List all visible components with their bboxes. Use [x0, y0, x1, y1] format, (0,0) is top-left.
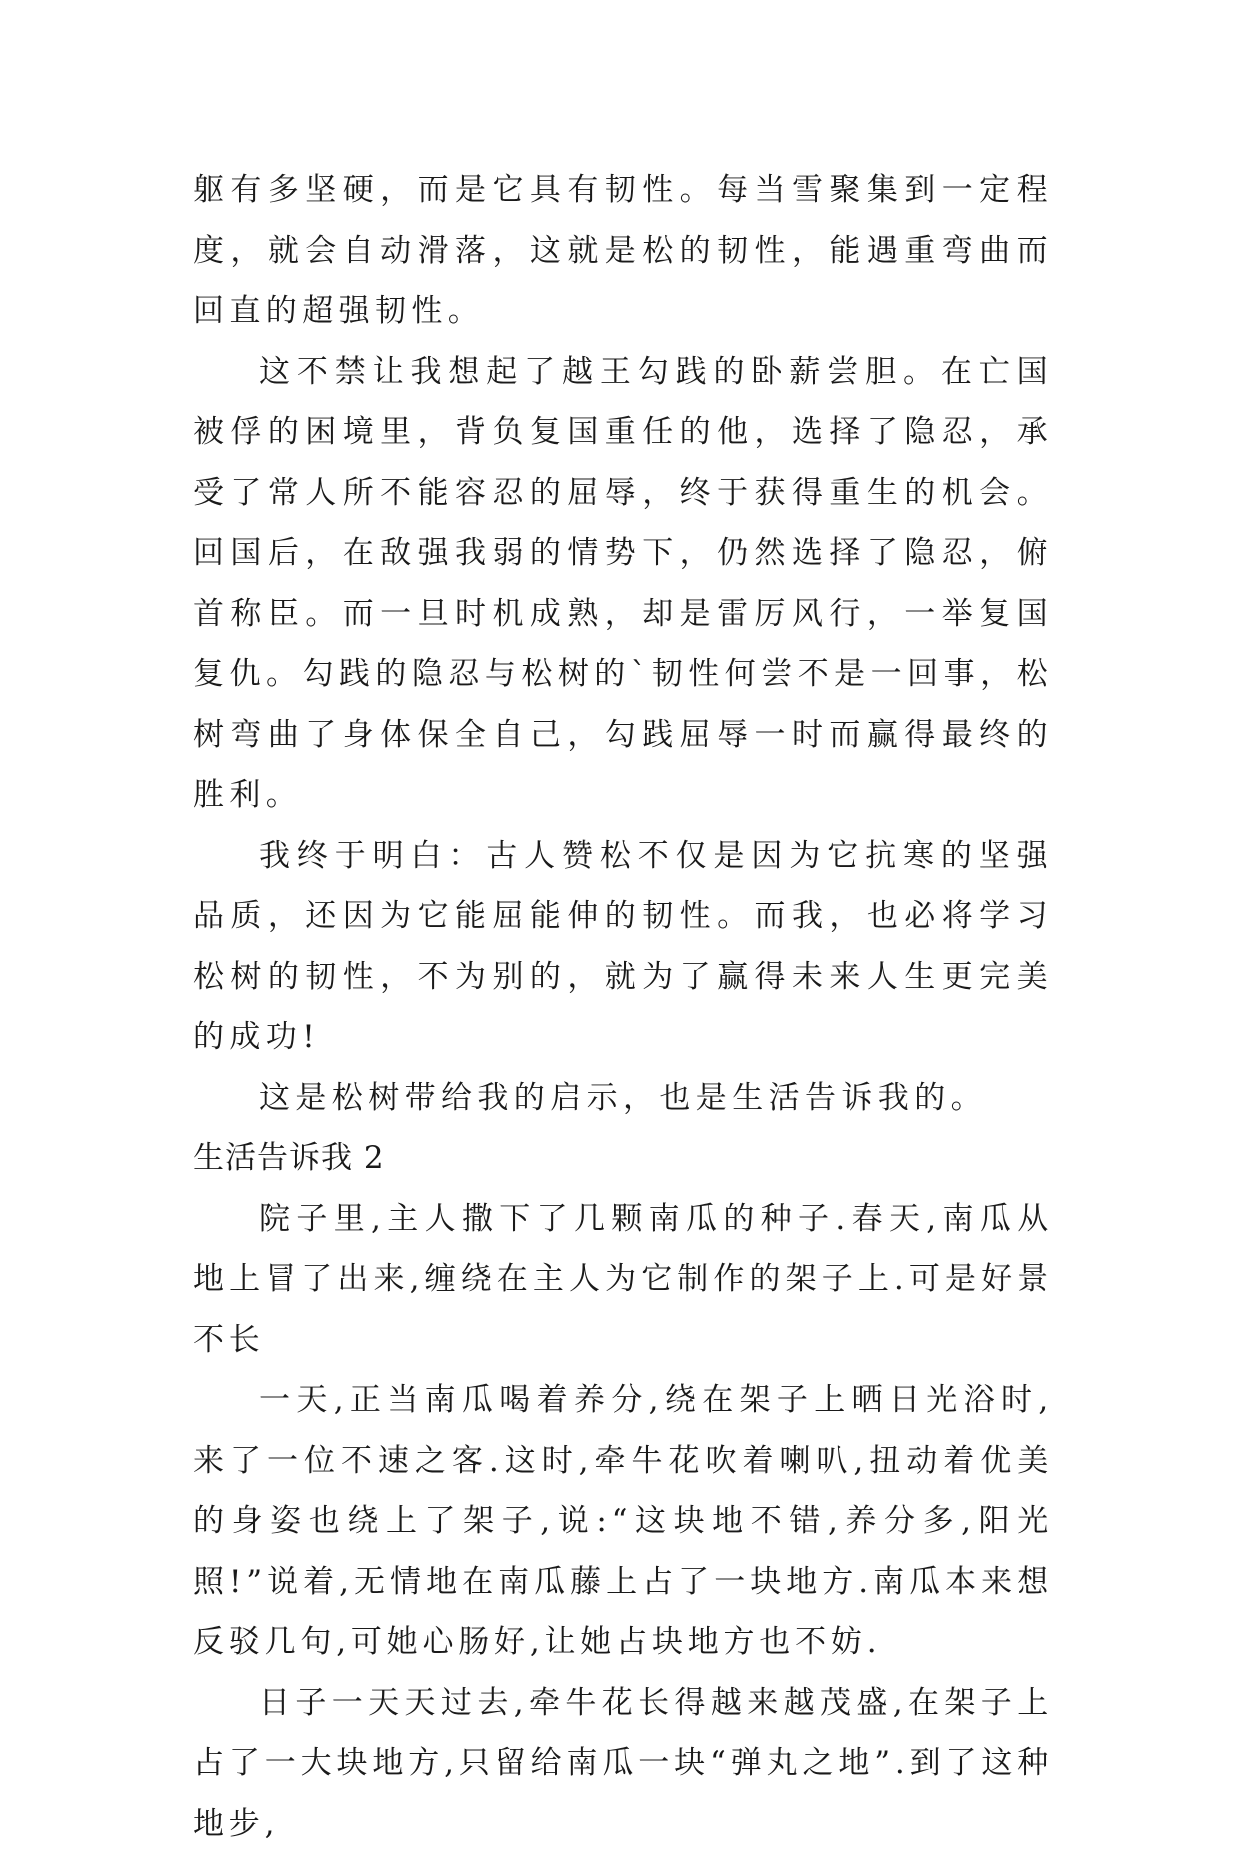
paragraph-4: 这是松树带给我的启示，也是生活告诉我的。 [193, 1068, 1053, 1129]
section-heading: 生活告诉我 2 [193, 1128, 1053, 1189]
document-body [193, 160, 1053, 1854]
paragraph-6: 一天,正当南瓜喝着养分,绕在架子上晒日光浴时,来了一位不速之客.这时,牵牛花吹着喇叭,扭动着优美的身姿也绕上了架子,说:“这块地不错,养分多,阳光照!”说着,无情地在南瓜藤上占了一块地方.南瓜本来想反驳几句,可她心肠好,让她占块地方也不妨. [193, 1370, 1053, 1673]
paragraph-7: 日子一天天过去,牵牛花长得越来越茂盛,在架子上占了一大块地方,只留给南瓜一块“弹丸之地”.到了这种地步, [193, 1673, 1053, 1854]
paragraph-2: 这不禁让我想起了越王勾践的卧薪尝胆。在亡国被俘的困境里，背负复国重任的他，选择了隐忍，承受了常人所不能容忍的屈辱，终于获得重生的机会。回国后，在敌强我弱的情势下，仍然选择了隐忍，俯首称臣。而一旦时机成熟，却是雷厉风行，一举复国复仇。勾践的隐忍与松树的`韧性何尝不是一回事，松树弯曲了身体保全自己，勾践屈辱一时而赢得最终的胜利。 [193, 342, 1053, 826]
paragraph-5: 院子里,主人撒下了几颗南瓜的种子.春天,南瓜从地上冒了出来,缠绕在主人为它制作的架子上.可是好景不长 [193, 1189, 1053, 1371]
paragraph-3: 我终于明白：古人赞松不仅是因为它抗寒的坚强品质，还因为它能屈能伸的韧性。而我，也必将学习松树的韧性，不为别的，就为了赢得未来人生更完美的成功! [193, 826, 1053, 1068]
paragraph-1: 躯有多坚硬，而是它具有韧性。每当雪聚集到一定程度，就会自动滑落，这就是松的韧性，能遇重弯曲而回直的超强韧性。 [193, 160, 1053, 342]
